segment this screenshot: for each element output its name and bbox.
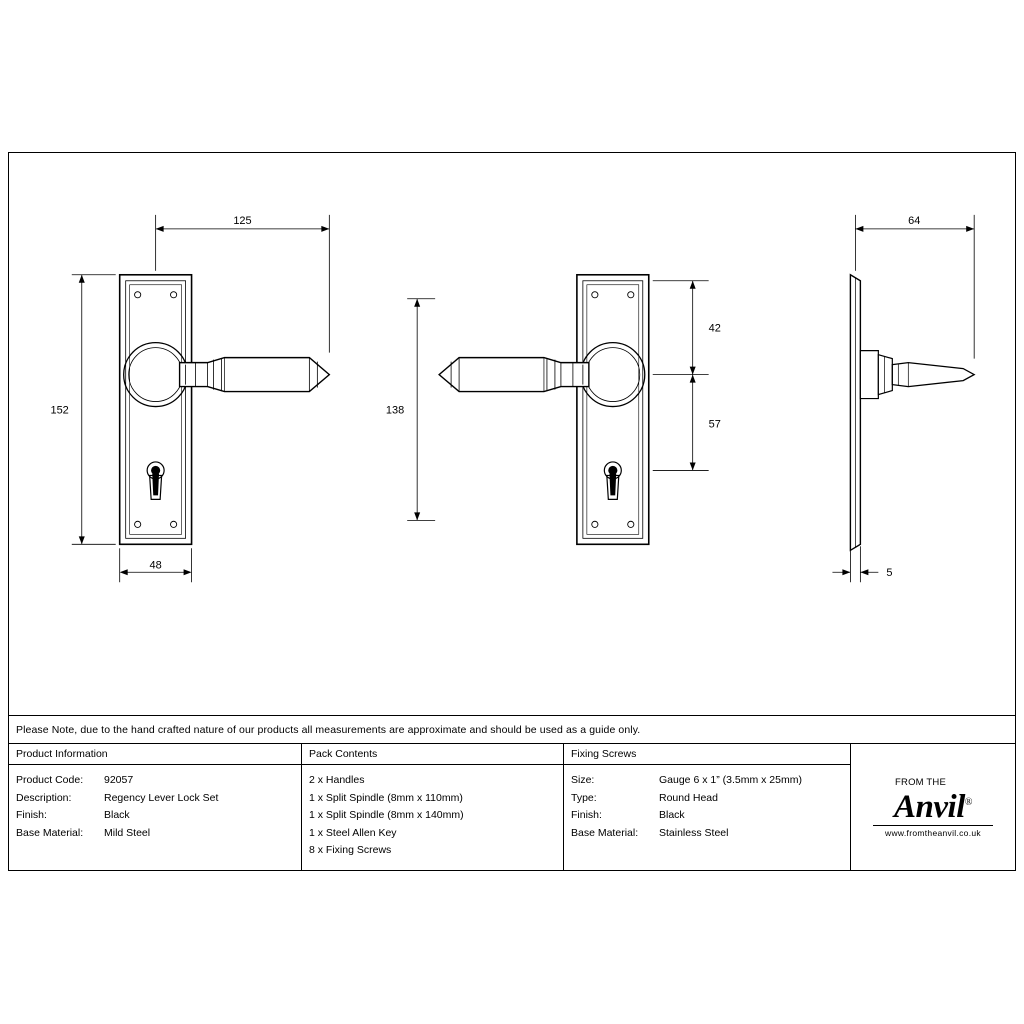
table-row	[571, 807, 850, 825]
screw-finish-label: Finish:	[571, 809, 602, 821]
screw-size-label: Size:	[571, 774, 595, 786]
dim-front-height: 152	[50, 404, 69, 417]
middle-view-rear-plate	[439, 275, 649, 545]
table-row	[571, 825, 850, 843]
finish-value: Black	[104, 809, 130, 821]
list-item: 8 x Fixing Screws	[309, 844, 392, 856]
fixing-screws-body	[564, 765, 850, 842]
product-drawings-svg	[9, 153, 1015, 715]
table-row	[571, 772, 850, 790]
logo-url: www.fromtheanvil.co.uk	[885, 828, 981, 838]
product-information-column	[9, 744, 302, 871]
base-material-value: Mild Steel	[104, 826, 151, 839]
screw-base-material-value: Stainless Steel	[659, 826, 729, 839]
specification-table	[9, 744, 1015, 871]
logo-top-text: FROM THE	[895, 777, 947, 788]
logo-name	[894, 786, 972, 824]
right-view-side-profile	[850, 275, 974, 551]
left-view-front-plate	[120, 275, 330, 545]
left-view-dimensions	[72, 215, 330, 582]
base-material-label: Base Material:	[16, 826, 84, 839]
measurement-note-row	[9, 716, 1015, 744]
table-row	[16, 807, 301, 825]
description-label: Description:	[16, 791, 72, 804]
list-item: 1 x Steel Allen Key	[309, 826, 397, 839]
pack-contents-header: Pack Contents	[302, 744, 563, 765]
product-information-body	[9, 765, 301, 842]
product-information-header: Product Information	[9, 744, 301, 765]
screw-size-value: Gauge 6 x 1” (3.5mm x 25mm)	[659, 774, 802, 786]
fixing-screws-header: Fixing Screws	[564, 744, 850, 765]
product-code-label: Product Code:	[16, 774, 84, 786]
dim-side-projection: 64	[908, 214, 921, 227]
table-row	[571, 790, 850, 808]
brand-logo-cell	[851, 744, 1015, 871]
list-item: 2 x Handles	[309, 774, 365, 786]
screw-finish-value: Black	[659, 809, 685, 821]
anvil-logo	[851, 744, 1015, 871]
table-row	[16, 825, 301, 843]
dim-rear-upper: 42	[708, 322, 721, 335]
table-row	[16, 790, 301, 808]
finish-label: Finish:	[16, 809, 47, 821]
list-item: 1 x Split Spindle (8mm x 110mm)	[309, 791, 463, 804]
drawing-area	[9, 153, 1015, 716]
dim-front-depth: 48	[149, 559, 162, 572]
screw-type-label: Type:	[571, 791, 597, 804]
pack-contents-column	[302, 744, 564, 871]
pack-contents-body	[302, 765, 563, 860]
dim-rear-height: 138	[385, 404, 405, 417]
table-row	[16, 772, 301, 790]
measurement-note-text: Please Note, due to the hand crafted nature of our products all measurements are approximate and should be used as a guide only.	[16, 723, 641, 736]
technical-drawing-sheet	[8, 152, 1016, 871]
product-code-value: 92057	[104, 774, 134, 786]
dim-rear-lower: 57	[708, 418, 721, 431]
screw-type-value: Round Head	[659, 791, 718, 804]
logo-divider	[873, 825, 993, 826]
middle-view-dimensions	[407, 281, 708, 521]
screw-base-material-label: Base Material:	[571, 826, 639, 839]
logo-registered-mark: ®	[964, 797, 972, 808]
list-item: 1 x Split Spindle (8mm x 140mm)	[309, 809, 464, 821]
dim-front-width: 125	[233, 214, 252, 227]
logo-name-text: Anvil	[894, 789, 965, 825]
dim-side-thickness: 5	[886, 567, 893, 580]
description-value: Regency Lever Lock Set	[104, 791, 219, 804]
fixing-screws-column	[564, 744, 851, 871]
